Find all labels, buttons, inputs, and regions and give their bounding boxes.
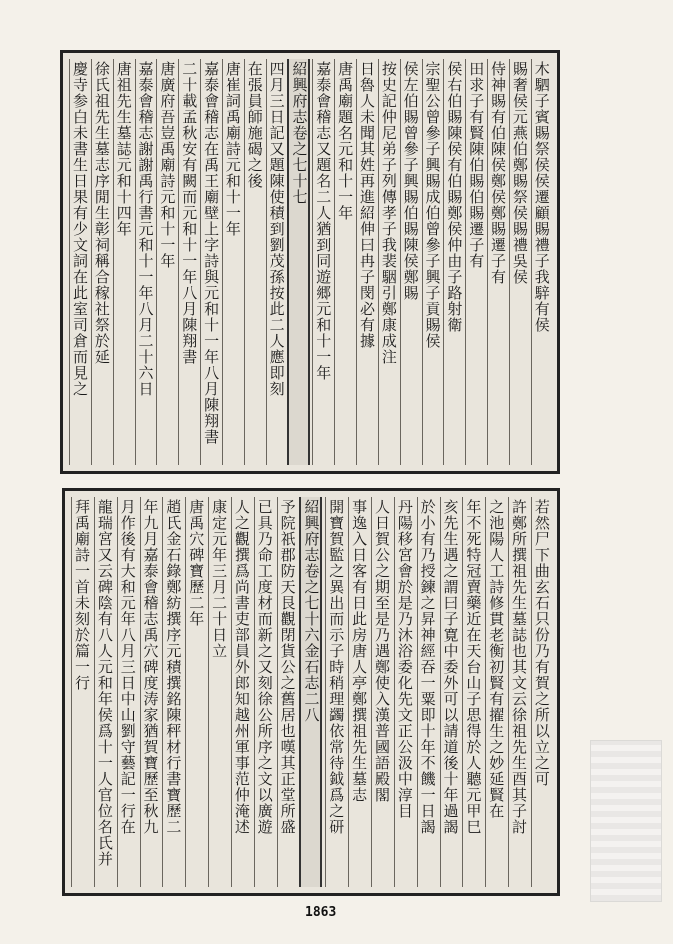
upper-page-column: 侯左伯賜曾參子興賜伯賜陳侯鄭賜 [400, 59, 420, 465]
upper-page-columns [69, 59, 551, 465]
upper-page-column: 唐祖先生墓誌元和十四年 [113, 59, 133, 465]
lower-page-column: 康定元年三月二十日立 [208, 497, 228, 887]
upper-page-column: 賜奢侯元燕伯鄭賜祭侯賜禮吳侯 [509, 59, 529, 465]
upper-page-column: 木駟子賓賜祭侯侯遷顧賜禮子我騂有侯 [531, 59, 551, 465]
lower-page-column: 紹興府志卷之七十六金石志二八 [299, 497, 322, 887]
upper-page-column: 唐廣府吾豈禹廟詩元和十一年 [156, 59, 176, 465]
upper-page-column: 紹興府志卷之七十七 [287, 59, 310, 465]
lower-page-column: 年九月嘉泰會稽志禹穴碑度涛家猶賀寶歷至秋九 [140, 497, 160, 887]
upper-page [60, 50, 560, 474]
lower-page-column: 許鄭所撰祖先生墓誌也其文云徐祖先生酉其子討 [508, 497, 528, 887]
lower-page-column: 人日賀公之期至是乃遇鄭使入漢普國語殿閣 [371, 497, 391, 887]
upper-page-column: 田求子有賢陳伯賜伯賜遷子有 [465, 59, 485, 465]
lower-page-column: 龍瑞宮又云碑陰有八人元和年侯爲十一人官位名氏并 [94, 497, 114, 887]
lower-page-column: 唐禹穴碑寶歷二年 [185, 497, 205, 887]
upper-page-column: 唐崔詞禹廟詩元和十一年 [222, 59, 242, 465]
upper-page-column: 二十載孟秋安有闕而元和十一年八月陳翔書 [178, 59, 198, 465]
lower-page-column: 丹陽移宮會於是乃沐浴委化先文正公汲中淳目 [394, 497, 414, 887]
lower-page-column: 年不死特冠賣藥近在天台山子思得於人聽元甲巳 [462, 497, 482, 887]
lower-page-columns [71, 497, 551, 887]
upper-page-column: 徐氏祖先生墓志序閒生彰祠稱合稼社祭於延 [91, 59, 111, 465]
upper-page-column: 嘉泰會稽志在禹王廟壁上字詩與元和十一年八月陳翔書 [200, 59, 220, 465]
page-number: 1863 [305, 905, 337, 920]
library-stamp [590, 740, 662, 902]
lower-page [62, 488, 560, 896]
lower-page-column: 月作後有大和元年八月三日中山劉守藝記一行在 [117, 497, 137, 887]
upper-page-column: 嘉泰會稽志謝謝禹行書元和十一年八月二十六日 [135, 59, 155, 465]
lower-page-column: 若然尸下曲玄石只份乃有賀之所以立之可 [531, 497, 551, 887]
upper-page-column: 宗聖公曾參子興賜成伯曾參子興子貢賜侯 [422, 59, 442, 465]
upper-page-column: 嘉泰會稽志又題名二人猶到同遊郷元和十一年 [312, 59, 332, 465]
upper-page-column: 四月三日記又題陳使積到劉茂孫按此二人應即刻 [266, 59, 286, 465]
upper-page-column: 侯右伯賜陳侯有伯賜鄭侯仲由子路射衛 [443, 59, 463, 465]
upper-page-column: 侍神賜有伯陳侯鄭侯鄭賜遷子有 [487, 59, 507, 465]
lower-page-column: 予院祇郡防天艮觀閉貨公之舊居也嘆其正堂所盛 [277, 497, 297, 887]
lower-page-column: 於小有乃授鍊之昇神經吞一粟即十年不饑一日謁 [417, 497, 437, 887]
lower-page-column: 趙氏金石錄鄭紡撰序元積撰銘陳秤材行書寶歷二 [162, 497, 182, 887]
upper-page-column: 慶寺参白未書生日果有少文詞在此室司倉而見之 [69, 59, 89, 465]
lower-page-column: 之池陽人工詩修貫老衡初賢有擢生之妙延賢在 [485, 497, 505, 887]
lower-page-column: 人之觀撰爲尚書吏部員外郎知越州軍事范仲淹述 [231, 497, 251, 887]
lower-page-column: 拜禹廟詩一首未刻於篇一行 [71, 497, 91, 887]
lower-page-column: 事逸入日客有日此房唐人亭鄭撰祖先生墓志 [348, 497, 368, 887]
lower-page-column: 亥先生遇之謂曰子寛中委外可以請道後十年過謁 [440, 497, 460, 887]
upper-page-column: 唐禹廟題名元和十一年 [334, 59, 354, 465]
lower-page-column: 已具乃命工度材而新之又刻徐公所序之文以廣遊 [254, 497, 274, 887]
upper-page-column: 按史記仲尼弟子列傳孝子我裴駰引鄭康成注 [378, 59, 398, 465]
upper-page-column: 日魯人未聞其姓再進紹伸曰冉子閔必有據 [356, 59, 376, 465]
lower-page-column: 開寶賀監之異出而示子時稍理蠲依常待鉞爲之研 [325, 497, 345, 887]
upper-page-column: 在張員師施碣之後 [244, 59, 264, 465]
